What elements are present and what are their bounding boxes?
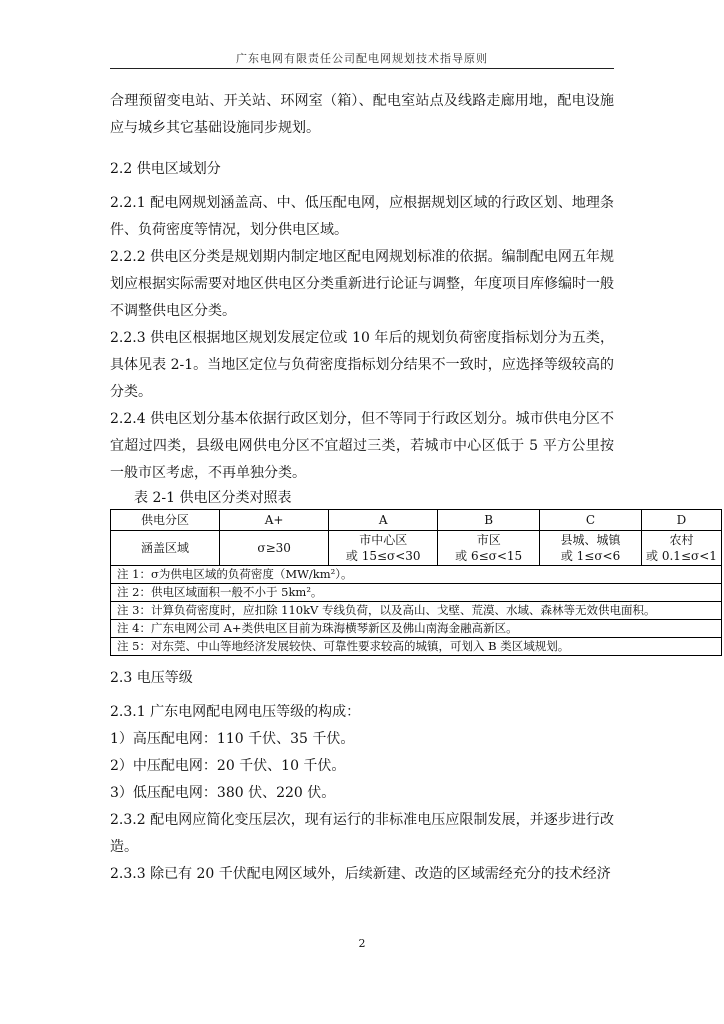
table-header-cell: C (540, 510, 642, 531)
cell-line: 或 1≤σ<6 (560, 549, 621, 563)
table-note-row (111, 566, 722, 584)
paragraph-voltage-low: 3）低压配电网：380 伏、220 伏。 (110, 785, 336, 801)
table-note-row (111, 602, 722, 620)
table-header-cell: B (438, 510, 540, 531)
page-body (110, 88, 717, 888)
paragraph-voltage-medium: 2）中压配电网：20 千伏、10 千伏。 (110, 758, 346, 774)
page-number: 2 (358, 937, 366, 950)
cell-line: σ≥30 (257, 541, 291, 555)
paragraph-2-2-1: 2.2.1 配电网规划涵盖高、中、低压配电网，应根据规划区域的行政区划、地理条件、负荷密度等情况，划分供电区域。 (110, 195, 614, 238)
table-note-row (111, 584, 722, 602)
table-header-cell: D (641, 510, 721, 531)
table-cell (220, 531, 329, 566)
table-cell (540, 531, 642, 566)
cell-line: 市中心区 (359, 533, 408, 547)
table-row (111, 531, 722, 566)
cell-line: 或 15≤σ<30 (345, 549, 421, 563)
table-note-4: 注 4：广东电网公司 A+类供电区目前为珠海横琴新区及佛山南海金融高新区。 (111, 620, 722, 638)
paragraph-2-3-2: 2.3.2 配电网应简化变压层次，现有运行的非标准电压应限制发展，并逐步进行改造。 (110, 812, 614, 855)
paragraph-intro: 合理预留变电站、开关站、环网室（箱）、配电室站点及线路走廊用地，配电设施应与城乡其它基础设施同步规划。 (110, 93, 614, 136)
paragraph-2-2-3: 2.2.3 供电区根据地区规划发展定位或 10 年后的规划负荷密度指标划分为五类，具体见表 2-1。当地区定位与负荷密度指标划分结果不一致时，应选择等级较高的分类。 (110, 330, 614, 400)
table-cell (329, 531, 438, 566)
table-note-2: 注 2：供电区域面积一般不小于 5km²。 (111, 584, 722, 602)
table-row-label: 涵盖区域 (111, 531, 220, 566)
paragraph-2-2-2: 2.2.2 供电区分类是规划期内制定地区配电网规划标准的依据。编制配电网五年规划应根据实际需要对地区供电区分类重新进行论证与调整，年度项目库修编时一般不调整供电区分类。 (110, 249, 614, 319)
table-note-5: 注 5：对东莞、中山等地经济发展较快、可靠性要求较高的城镇，可划入 B 类区域规划。 (111, 638, 722, 656)
paragraph-voltage-high: 1）高压配电网：110 千伏、35 千伏。 (110, 731, 355, 747)
table-cell (641, 531, 721, 566)
supply-area-classification-table (110, 509, 722, 656)
table-note-1: 注 1：σ为供电区域的负荷密度（MW/km²）。 (111, 566, 722, 584)
paragraph-2-3-1: 2.3.1 广东电网配电网电压等级的构成： (110, 704, 361, 720)
cell-line: 市区 (476, 533, 501, 547)
table-header-cell: 供电分区 (111, 510, 220, 531)
cell-line: 或 0.1≤σ<1 (646, 549, 717, 563)
cell-line: 农村 (669, 533, 694, 547)
paragraph-2-3-3: 2.3.3 除已有 20 千伏配电网区域外，后续新建、改造的区域需经充分的技术经济 (110, 866, 611, 882)
table-cell (438, 531, 540, 566)
paragraph-2-2-4: 2.2.4 供电区划分基本依据行政区划分，但不等同于行政区划分。城市供电分区不宜超过四类，县级电网供电分区不宜超过三类，若城市中心区低于 5 平方公里按一般市区考虑，不再单独分类。 (110, 411, 614, 481)
section-heading-2-2: 2.2 供电区域划分 (110, 161, 221, 177)
header-rule (110, 68, 614, 69)
table-header-row (111, 510, 722, 531)
table-note-row (111, 638, 722, 656)
table-caption: 表 2-1 供电区分类对照表 (134, 490, 292, 506)
table-note-row (111, 620, 722, 638)
cell-line: 县城、城镇 (560, 533, 621, 547)
section-heading-2-3: 2.3 电压等级 (110, 670, 193, 686)
table-header-cell: A (329, 510, 438, 531)
table-header-cell: A+ (220, 510, 329, 531)
table-note-3: 注 3：计算负荷密度时，应扣除 110kV 专线负荷，以及高山、戈壁、荒漠、水域、森林等无效供电面积。 (111, 602, 722, 620)
running-header: 广东电网有限责任公司配电网规划技术指导原则 (236, 52, 488, 65)
cell-line: 或 6≤σ<15 (455, 549, 523, 563)
